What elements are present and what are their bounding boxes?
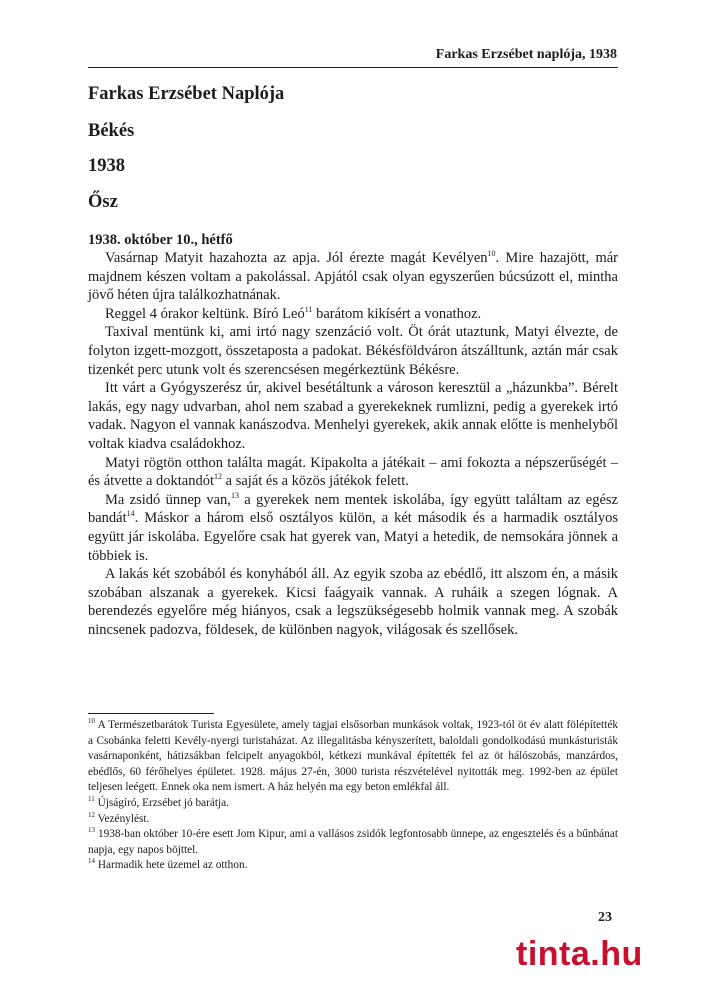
footnote-ref: 13 [230, 490, 239, 500]
footnotes [88, 718, 618, 874]
paragraph: Itt várt a Gyógyszerész úr, akivel besétáltunk a városon keresztül a „házunkba”. Bérelt lakás, egy nagy udvarban, ahol nem szabad a gyerekeknek rumlizni, pedig a gyerekek irtó vadak. Nagyon el vannak kanászodva. Menhelyi gyerekek, akik annak előtte is menhelyből voltak kiadva családokhoz. [88, 380, 618, 452]
footnote-number: 12 [88, 810, 95, 819]
footnote-ref: 12 [214, 472, 223, 482]
footnote: $^{13}$ 1938-ban október 10-ére esett Jom Kipur, ami a vallásos zsidók legfontosabb ünnepe, az engesztelés és a bűnbánat napja, egy napos böjttel. [88, 826, 618, 856]
diary-body [88, 249, 618, 639]
footnote-rule [88, 713, 214, 714]
place-title: Békés [88, 121, 135, 141]
entry-date-heading: 1938. október 10., hétfő [88, 232, 233, 248]
footnote-ref: 11 [304, 304, 313, 314]
page-number: 23 [598, 910, 612, 925]
paragraph: Ma zsidó ünnep van,$^{13}$ a gyerekek nem mentek iskolába, így együtt találtam az egész bandát$^{14}$. Máskor a három első osztályos külön, a két második és a harmadik osztályos együtt jár iskolába. Egyelőre csak hat gyerek van, Matyi a hetedik, de nemsokára jönnek a többiek is. [88, 490, 618, 564]
footnote-ref: 14 [126, 509, 135, 519]
footnote: $^{14}$ Harmadik hete üzemel az otthon. [88, 857, 248, 872]
footnote-number: 13 [88, 826, 95, 835]
paragraph: Matyi rögtön otthon találta magát. Kipakolta a játékait – ami fokozta a népszerűségét – és átvette a doktandót$^{12}$ a saját és a közös játékok felett. [88, 454, 618, 490]
footnote: $^{12}$ Vezénylést. [88, 810, 150, 825]
footnote: $^{11}$ Újságíró, Erzsébet jó barátja. [88, 795, 230, 809]
paragraph: Reggel 4 órakor keltünk. Bíró Leó$^{11}$ barátom kikísért a vonathoz. [105, 304, 482, 322]
season-title: Ősz [88, 192, 118, 212]
footnote-number: 11 [88, 795, 95, 804]
footnote-number: 10 [88, 717, 95, 726]
running-head: Farkas Erzsébet naplója, 1938 [435, 47, 617, 62]
paragraph: Vasárnap Matyit hazahozta az apja. Jól érezte magát Kevélyen$^{10}$. Mire hazajött, már majdnem készen voltam a pakolással. Apjától csak olyan egyszerűen búcsúzott el, mintha jövő héten újra találkozhatnának. [88, 249, 619, 304]
diary-title: Farkas Erzsébet Naplója [88, 84, 285, 104]
paragraph: Taxival mentünk ki, ami irtó nagy szenzáció volt. Öt órát utaztunk, Matyi élvezte, de folyton izgett-mozgott, összetaposta a padokat. Békésföldváron átszálltunk, aztán már csak tizenkét perc utunk volt és szerencsésen megérkeztünk Békésre. [88, 324, 618, 378]
footnote-number: 14 [88, 857, 95, 866]
year-title: 1938 [88, 156, 125, 176]
header-rule [88, 67, 618, 68]
footnote-ref: 10 [487, 249, 496, 259]
paragraph: A lakás két szobából és konyhából áll. Az egyik szoba az ebédlő, itt alszom én, a másik szobában alszanak a gyerekek. Kicsi faágyaik vannak. A ruháik a szegen lógnak. A berendezés egyelőre még hiányos, csak a legszükségesebb holmik vannak meg. A szobák nincsenek padozva, földesek, de különben nagyok, világosak és szellősek. [88, 566, 618, 638]
footnote: $^{10}$ A Természetbarátok Turista Egyesülete, amely tagjai elsősorban munkások voltak, 1923-tól öt év alatt fölépítették a Csobánka feletti Kevély-nyergi turistaházat. Az illegalitásba kényszerített, baloldali gondolkodású munkásturisták vasárnaponként, hátizsákban felcipelt anyagokból, kétkezi munkával építették fel az öt hálószobás, manzárdos, ebédlős, 60 férőhelyes épületet. 1928. május 27-én, 3000 turista részvételével nyitották meg. 1992-ben az épület teljesen leégett. Ennek oka nem ismert. A ház helyén ma egy beton emlékfal áll. [88, 717, 618, 794]
watermark-logo: tinta.hu [516, 935, 643, 973]
